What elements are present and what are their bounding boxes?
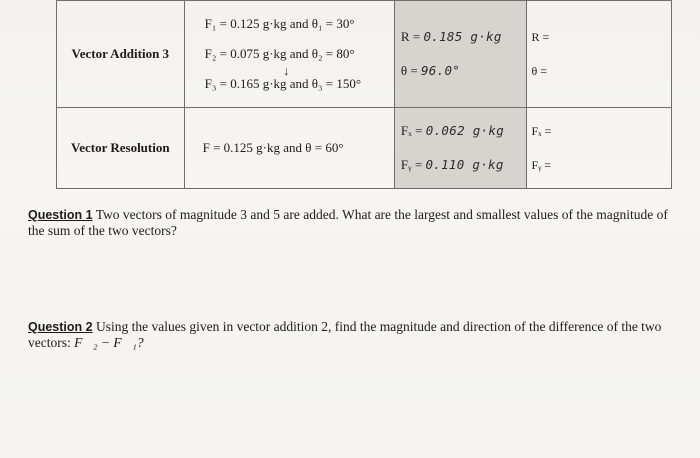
question-2 bbox=[28, 319, 668, 351]
table-row bbox=[57, 108, 672, 189]
calculated-line: θ = bbox=[531, 64, 547, 78]
question-text: Two vectors of magnitude 3 and 5 are added. What are the largest and smallest values of the magnitude of the sum of the two vectors? bbox=[28, 207, 668, 238]
given-line: F₃ = 0.165 g·kg and θ₃ = 150° bbox=[204, 76, 362, 91]
row-label: Vector Addition 3 bbox=[57, 1, 185, 108]
measured-values-cell bbox=[394, 1, 527, 108]
question-label: Question 2 bbox=[28, 320, 93, 334]
calculated-values-cell bbox=[527, 1, 672, 108]
handwritten-value: 96.0° bbox=[420, 63, 461, 78]
pen-mark-arrow-icon: ↓ bbox=[283, 63, 290, 78]
calculated-line: R = bbox=[531, 30, 550, 44]
lab-data-table bbox=[56, 0, 672, 189]
calculated-line: Fᵧ = bbox=[531, 158, 552, 172]
question-text: Using the values given in vector addition 2, find the magnitude and direction of the difference of the two vectors: bbox=[28, 319, 662, 350]
handwritten-value: 0.185 g·kg bbox=[423, 29, 502, 44]
table-row bbox=[57, 1, 672, 108]
measured-line bbox=[401, 20, 527, 54]
measured-prefix: R = bbox=[400, 29, 424, 44]
measured-line bbox=[401, 148, 527, 182]
calculated-line: Fₓ = bbox=[531, 124, 552, 138]
measured-prefix: Fₓ = bbox=[400, 123, 426, 138]
vector-difference-expression: F⃗₂ − F⃗₁? bbox=[74, 335, 144, 350]
measured-prefix: Fᵧ = bbox=[400, 157, 426, 172]
measured-line bbox=[401, 114, 527, 148]
measured-line bbox=[401, 54, 527, 88]
given-values-cell bbox=[184, 108, 394, 189]
question-1 bbox=[28, 207, 668, 239]
measured-prefix: θ = bbox=[400, 63, 421, 78]
row-label: Vector Resolution bbox=[57, 108, 185, 189]
given-values-cell bbox=[184, 1, 394, 108]
given-line: F₂ = 0.075 g·kg and θ₂ = 80° bbox=[204, 46, 355, 61]
calculated-values-cell bbox=[527, 108, 672, 189]
measured-values-cell bbox=[394, 108, 527, 189]
given-line: F = 0.125 g·kg and θ = 60° bbox=[202, 140, 344, 155]
handwritten-value: 0.110 g·kg bbox=[425, 157, 504, 172]
given-line: F₁ = 0.125 g·kg and θ₁ = 30° bbox=[204, 16, 355, 31]
question-label: Question 1 bbox=[28, 208, 93, 222]
handwritten-value: 0.062 g·kg bbox=[425, 123, 505, 138]
